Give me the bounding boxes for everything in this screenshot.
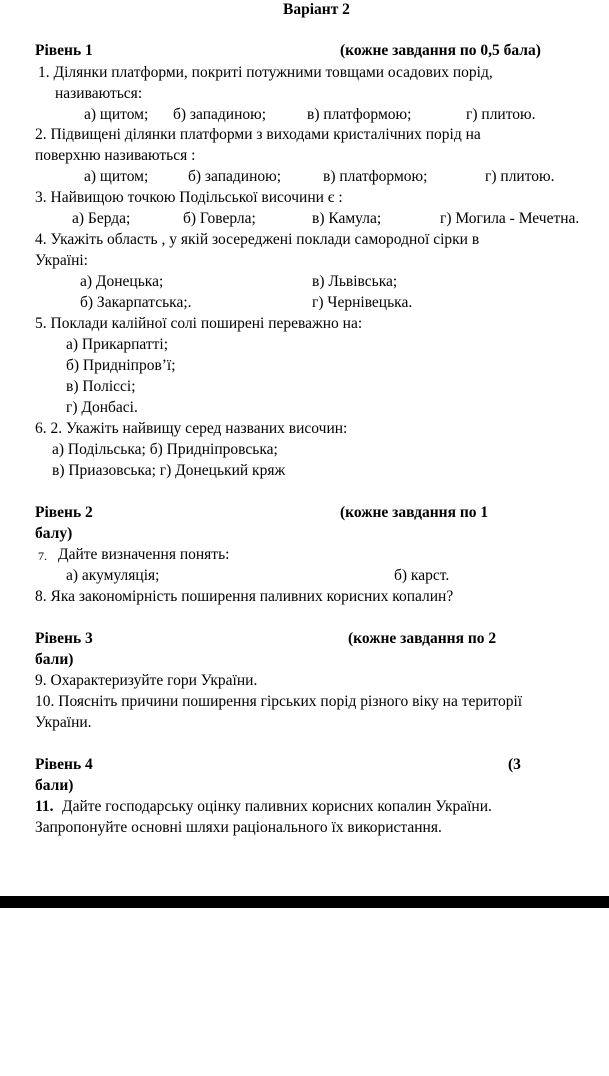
q2-line2: поверхню називаються : — [35, 147, 196, 164]
level4-points-cont: бали) — [35, 777, 74, 794]
q4-line1: 4. Укажіть область , у якій зосереджені поклади самородної сірки в — [35, 231, 480, 248]
q4-option-a: а) Донецька; — [80, 273, 164, 290]
level3-points: (кожне завдання по 2 — [348, 630, 497, 647]
black-divider-bar — [0, 896, 609, 908]
level4-heading: Рівень 4 — [35, 756, 93, 773]
q5-option-d: г) Донбасі. — [66, 399, 138, 416]
q6-line1: 6. 2. Укажіть найвищу серед названих височин: — [35, 420, 348, 437]
q7-option-b: б) карст. — [394, 567, 450, 584]
q11-line1: Дайте господарську оцінку паливних корисних копалин України. — [62, 798, 492, 815]
q1-option-b: б) западиною; — [173, 106, 267, 123]
q4-option-d: г) Чернівецька. — [312, 294, 413, 311]
q9-line1: 9. Охарактеризуйте гори України. — [35, 672, 258, 689]
q4-line2: Україні: — [35, 252, 88, 269]
q2-option-c: в) платформою; — [323, 168, 428, 185]
level2-heading: Рівень 2 — [35, 504, 93, 521]
q7-line1: Дайте визначення понять: — [58, 546, 230, 563]
level4-points: (3 — [508, 756, 521, 773]
q4-option-b: б) Закарпатська;. — [80, 294, 192, 311]
q11-line2: Запропонуйте основні шляхи раціонального їх використання. — [35, 819, 442, 836]
q11-number: 11. — [35, 798, 54, 815]
q8-line1: 8. Яка закономірність поширення паливних корисних копалин? — [35, 588, 454, 605]
q1-line2: називаються: — [55, 85, 143, 102]
q2-option-d: г) плитою. — [485, 168, 555, 185]
q1-option-d: г) плитою. — [466, 106, 536, 123]
level2-points: (кожне завдання по 1 — [340, 504, 489, 521]
q3-option-d: г) Могила - Мечетна. — [440, 210, 580, 227]
q10-line1: 10. Поясніть причини поширення гірських порід різного віку на території — [35, 693, 523, 710]
level3-heading: Рівень 3 — [35, 630, 93, 647]
q5-line1: 5. Поклади калійної солі поширені переважно на: — [35, 315, 363, 332]
q2-line1: 2. Підвищені ділянки платформи з виходами кристалічних порід на — [35, 126, 481, 143]
q4-option-c: в) Львівська; — [312, 273, 398, 290]
q2-option-a: а) щитом; — [84, 168, 149, 185]
q6-line2: а) Подільська; б) Придніпровська; — [52, 441, 278, 458]
q3-option-c: в) Камула; — [312, 210, 382, 227]
q3-line1: 3. Найвищою точкою Подільської височини є : — [35, 189, 343, 206]
q1-line1: 1. Ділянки платформи, покриті потужними товщами осадових порід, — [38, 64, 493, 81]
level1-heading: Рівень 1 — [35, 42, 93, 59]
q7-number: 7. — [38, 549, 47, 563]
q2-option-b: б) западиною; — [188, 168, 282, 185]
level3-points-cont: бали) — [35, 651, 74, 668]
q7-option-a: а) акумуляція; — [66, 567, 160, 584]
q3-option-b: б) Говерла; — [183, 210, 256, 227]
q1-option-a: а) щитом; — [84, 106, 149, 123]
q10-line2: України. — [35, 714, 92, 731]
q5-option-b: б) Придніпров’ї; — [66, 357, 176, 374]
q5-option-a: а) Прикарпатті; — [66, 336, 169, 353]
q1-option-c: в) платформою; — [307, 106, 412, 123]
q5-option-c: в) Поліссі; — [66, 378, 136, 395]
q3-option-a: а) Берда; — [72, 210, 131, 227]
q6-line3: в) Приазовська; г) Донецький кряж — [52, 462, 286, 479]
level1-points: (кожне завдання по 0,5 бала) — [340, 42, 541, 59]
page-title: Варіант 2 — [283, 1, 350, 18]
level2-points-cont: балу) — [35, 525, 73, 542]
